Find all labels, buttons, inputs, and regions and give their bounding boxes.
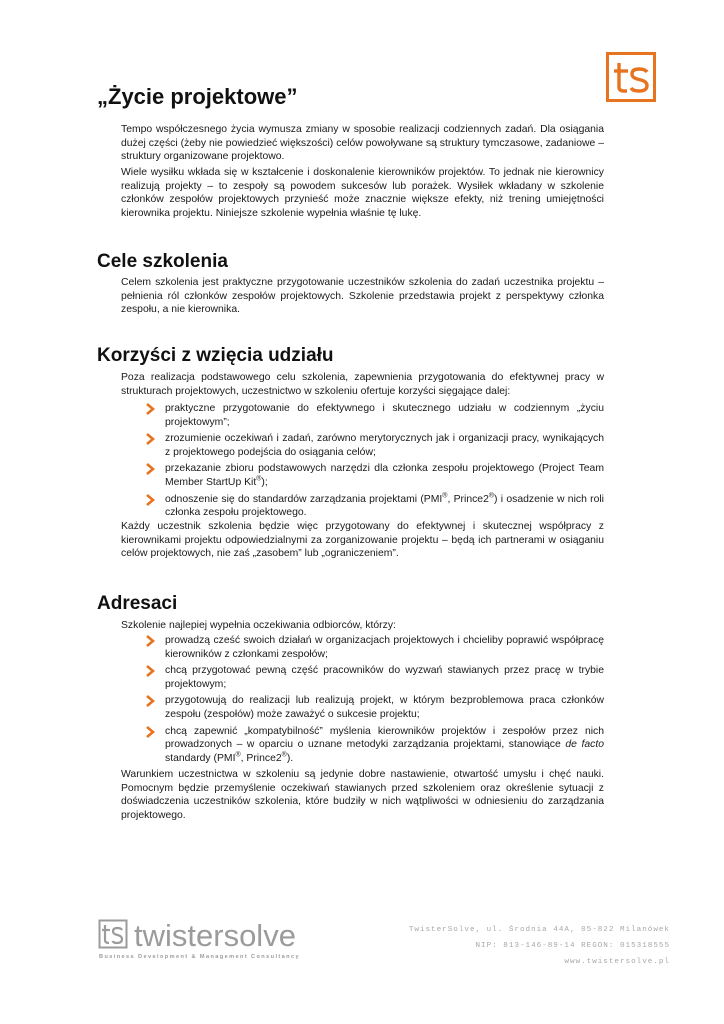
page-title: „Życie projektowe” [97, 84, 298, 109]
chevron-right-icon [145, 403, 155, 415]
chevron-right-icon [145, 494, 155, 506]
cele-paragraph: Celem szkolenia jest praktyczne przygotowanie uczestników szkolenia do zadań uczestnika projektu – pełnienia ról członków zespołów projektowych. Szkolenie przedstawia projekt z perspektywy członka zespołu, a nie kierownika. [121, 277, 604, 316]
adresaci-list [145, 634, 604, 768]
chevron-right-icon [145, 463, 155, 475]
footer-contact [409, 922, 670, 970]
heading-cele: Cele szkolenia [97, 251, 228, 272]
footer-nip: NIP: 813-146-89-14 REGON: 015318555 [475, 942, 670, 950]
intro-paragraph-2: Wiele wysiłku wkłada się w kształcenie i doskonalenie kierowników projektów. To jednak nie kierownicy realizują projekty – to zespoły są powodem sukcesów lub porażek. Wysiłek wkładany w szkolenie członków zespołów projektowych przynieść może znacznie większe efekty, niż trening umiejętności kierownika projektu. Niniejsze szkolenie wypełnia właśnie tę lukę. [121, 167, 604, 219]
chevron-right-icon [145, 726, 155, 738]
korzysci-paragraph-2: Każdy uczestnik szkolenia będzie więc przygotowany do efektywnej i skutecznej współpracy z kierownikami projektu odpowiedzialnymi za zorganizowanie projektu – będą ich partnerami w osiąganiu celów projektowych, nie zaś „zasobem” lub „ograniczeniem”. [121, 521, 604, 560]
list-item: zrozumienie oczekiwań i zadań, zarówno merytorycznych jak i organizacji pracy, wynikających z projektowego podejścia do osiągania celów; [145, 432, 604, 459]
heading-adresaci: Adresaci [97, 593, 178, 614]
list-item: praktyczne przygotowanie do efektywnego i skutecznego udziału w codziennym „życiu projektowym”; [145, 402, 604, 429]
list-item: chcą zapewnić „kompatybilność” myślenia kierowników projektów i zespołów przez nich prowadzonych – w oparciu o uznane metodyki zarządzania projektami, stanowiące de facto standardy (PMI®, Prince2®). [145, 725, 604, 766]
svg-text:Business Development & Managem: Business Development & Management Consultancy [99, 954, 301, 960]
footer-www: www.twistersolve.pl [564, 958, 670, 966]
footer-address: TwisterSolve, ul. Środnia 44A, 05-822 Milanówek [408, 926, 670, 934]
intro-paragraph-1: Tempo współczesnego życia wymusza zmiany w sposobie realizacji codziennych zadań. Dla osiągania dużej części (żeby nie powiedzieć większości) celów powoływane są struktury tymczasowe, zadaniowe – struktury organizowane projektowo. [121, 124, 604, 163]
list-item: przygotowują do realizacji lub realizują projekt, w którym bezproblemowa praca członków zespołu (zespołów) może zaważyć o sukcesie projektu; [145, 694, 604, 721]
adresaci-paragraph-1: Szkolenie najlepiej wypełnia oczekiwania odbiorców, którzy: [121, 620, 396, 631]
korzysci-list [145, 402, 604, 523]
list-item: prowadzą cześć swoich działań w organizacjach projektowych i chcieliby poprawić współpracę kierowników z członkami zespołów; [145, 634, 604, 661]
chevron-right-icon [145, 695, 155, 707]
chevron-right-icon [145, 635, 155, 647]
list-item: przekazanie zbioru podstawowych narzędzi dla członka zespołu projektowego (Project Team Member StartUp Kit®); [145, 462, 604, 489]
chevron-right-icon [145, 665, 155, 677]
korzysci-paragraph-1: Poza realizacja podstawowego celu szkolenia, zapewnienia przygotowania do efektywnej pracy w strukturach projektowych, uczestnictwo w szkoleniu ofertuje korzyści sięgające dalej: [121, 372, 604, 397]
ts-logo-icon [606, 52, 656, 102]
heading-korzysci: Korzyści z wzięcia udziału [97, 345, 334, 366]
list-item: odnoszenie się do standardów zarządzania projektami (PMI®, Prince2®) i osadzenie w nich roli członka zespołu projektowego. [145, 493, 604, 520]
chevron-right-icon [145, 433, 155, 445]
list-item: chcą przygotować pewną część pracowników do wyzwań stawianych przez pracę w trybie projektowym; [145, 664, 604, 691]
twistersolve-logo [98, 917, 338, 961]
adresaci-paragraph-2: Warunkiem uczestnictwa w szkoleniu są jedynie dobre nastawienie, otwartość umysłu i chęć nauki. Pomocnym będzie przemyślenie oczekiwań stawianych przed szkoleniem oraz określenie sytuacji z doświadczenia uczestników szkolenia, które budziły w nich wątpliwości w odniesieniu do zarządzania projektowego. [121, 769, 604, 821]
svg-text:twistersolve: twistersolve [134, 918, 296, 953]
